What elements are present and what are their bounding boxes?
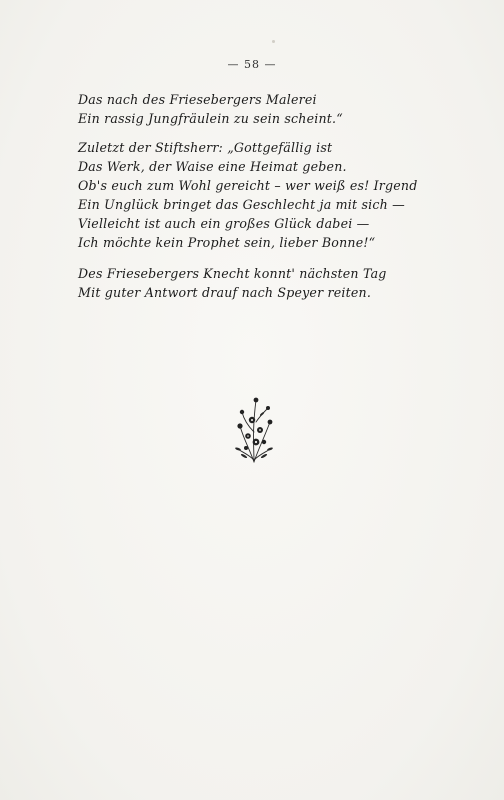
stanza-1 (78, 90, 418, 128)
stanza-2 (78, 138, 418, 252)
verse-line: Mit guter Antwort drauf nach Speyer reiten. (78, 285, 372, 300)
page-number: — 58 — (227, 58, 277, 71)
verse-line: Zuletzt der Stiftsherr: „Gottgefällig ist (78, 140, 333, 155)
verse-line: Vielleicht ist auch ein großes Glück dabei — (78, 216, 370, 231)
verse-line: Ich möchte kein Prophet sein, lieber Bonne!“ (78, 235, 376, 250)
verse-line: Des Friesebergers Knecht konnt' nächsten Tag (78, 266, 387, 281)
verse-line: Ein Unglück bringet das Geschlecht ja mit sich — (78, 197, 405, 212)
verse-line: Das Werk, der Waise eine Heimat geben. (78, 159, 347, 174)
paper-speck (272, 40, 275, 43)
flower-bouquet-icon (232, 392, 276, 466)
stanza-3 (78, 264, 418, 302)
verse-line: Ob's euch zum Wohl gereicht – wer weiß es! Irgend (78, 178, 418, 193)
verse-line: Ein rassig Jungfräulein zu sein scheint.“ (78, 111, 343, 126)
verse-line: Das nach des Friesebergers Malerei (78, 92, 317, 107)
